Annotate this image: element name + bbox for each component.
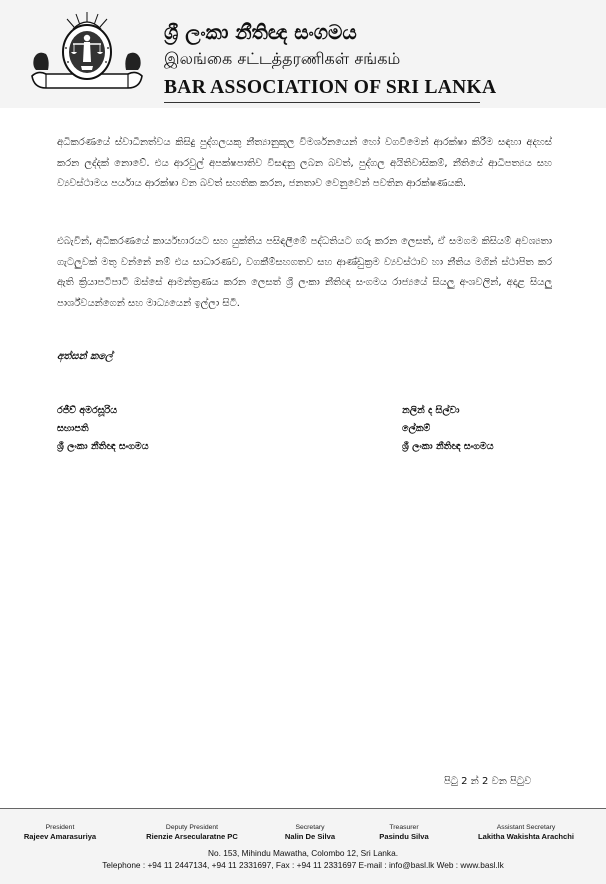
officer-name: Rienzie Arsecularatne PC xyxy=(146,832,238,841)
officer-name: Nalin De Silva xyxy=(284,832,336,841)
title-english: BAR ASSOCIATION OF SRI LANKA xyxy=(164,77,497,98)
signed-by-label: අත්සන් කලේ xyxy=(57,351,113,362)
signatory-name: රජීව් අමරසූරිය xyxy=(57,405,118,416)
title-sinhala: ශ්‍රී ලංකා නීතිඥ සංගමය xyxy=(164,20,357,44)
footer-address: No. 153, Mihindu Mawatha, Colombo 12, Sri Lanka. xyxy=(207,848,398,858)
body-paragraph-1: අධිකරණයේ ස්වාධීනත්වය කිසිදු පුද්ගලයකු නීත්‍යානුකූල විමර්ශනයෙන් හෝ වගවීමෙන් ආරක්ෂා කිරීම සඳහා අදහස් කරන ලද්දක් නොවේ. එය ආරවුල් අපක්ෂපාතිව විසඳනු ලබන බවත්, පුද්ගල අයිතිවාසිකම්, නීතියේ ආධිපත්‍යය සහ ව්‍යවස්ථාමය පර්යාය ආරක්ෂා වන බවත් සහතික කරන, ජනතාව වෙනුවෙන් පවතින ආරක්ෂණයකි. xyxy=(57,137,552,189)
footer-contacts: Telephone : +94 11 2447134, +94 11 2331697, Fax : +94 11 2331697 E-mail : info@basl.lk Web : www.basl.lk xyxy=(102,860,504,870)
signatory-title: ලේකම් xyxy=(402,423,431,434)
signatory-org: ශ්‍රී ලංකා නීතිඥ සංගමය xyxy=(57,441,149,452)
officer-role: Deputy President xyxy=(165,824,219,831)
officer-name: Pasindu Silva xyxy=(379,832,429,841)
title-tamil: இலங்கை சட்டத்தரணிகள் சங்கம் xyxy=(164,49,401,68)
officer-role: President xyxy=(45,824,75,831)
page-number: පිටු 2 න් 2 වන පිටුව xyxy=(444,776,532,787)
officer-name: Lakitha Wakishta Arachchi xyxy=(477,832,575,841)
footer-officer-secretary xyxy=(270,823,350,842)
signatory-org: ශ්‍රී ලංකා නීතිඥ සංගමය xyxy=(402,441,494,452)
footer-officer-president xyxy=(18,823,102,842)
officer-role: Assistant Secretary xyxy=(496,824,556,831)
footer-officer-treasurer xyxy=(362,823,446,842)
officer-role: Treasurer xyxy=(389,824,419,831)
body-paragraph-2: එබැවින්, අධිකරණයේ කාර්යභාරයට සහ යුක්තිය පසිඳලීමේ පද්ධතියට ගරු කරන ලෙසත්, ඒ සමගම කිසියම් අවශ්‍යතා ගැටලුවක් මතු වන්නේ නම් එය සාධාරණව, වගකීම්සහගතව සහ ආණ්ඩුක්‍රම ව්‍යවස්ථාව හා නීතිය මගින් ස්ථාපිත කර ඇති ක්‍රියාපටිපාටි ඔස්සේ ආමන්ත්‍රණය කරන ලෙසත් ශ්‍රී ලංකා නීතිඥ සංගමය රාජ්‍යයේ සියලු අංශවලින්, අදාළ සියලු පාර්ශ්වයන්ගෙන් සහ මාධ්‍යයෙන් ඉල්ලා සිටී. xyxy=(57,236,552,309)
officer-role: Secretary xyxy=(295,824,325,831)
footer xyxy=(0,809,606,884)
footer-officer-deputy-president xyxy=(128,823,256,842)
footer-officer-assistant-secretary xyxy=(456,823,596,842)
header-divider xyxy=(164,102,480,103)
signatory-president xyxy=(57,402,277,456)
officer-name: Rajeev Amarasuriya xyxy=(23,832,97,841)
bar-association-emblem-icon xyxy=(28,8,146,108)
signatory-secretary xyxy=(402,402,582,456)
signatory-title: සභාපති xyxy=(57,423,89,434)
signatory-name: නලින් ද සිල්වා xyxy=(402,405,460,416)
